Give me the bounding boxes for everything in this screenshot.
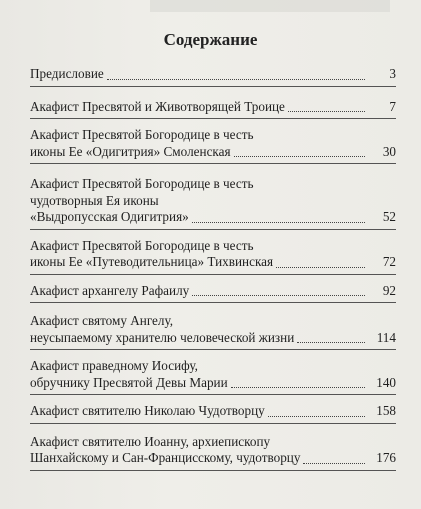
leader-dots [234,156,365,157]
toc-entry [30,350,396,394]
toc-entry [30,424,396,470]
leader-dots [107,79,365,80]
toc-page-number: 158 [376,403,396,418]
leader-dots [192,222,365,223]
toc-entry-title-line: Шанхайскому и Сан-Францисскому, чудотворцу [30,450,301,465]
toc-entry [30,119,396,163]
toc-page-number: 72 [382,254,396,269]
leader-dots [276,267,365,268]
show-through-header [150,0,390,12]
leader-dots [268,416,365,417]
page-title: Содержание [163,30,258,49]
leader-dots [231,387,365,388]
leader-dots [303,463,365,464]
toc-page-number: 176 [376,450,396,465]
toc-page-number: 140 [376,374,396,390]
toc-entry-title-line: Акафист Пресвятой Богородице в честь [30,176,254,191]
toc-entry-title-line: Акафист Пресвятой Богородице в честь [30,237,254,253]
toc-entry-title-line: неусыпаемому хранителю человеческой жизни [30,329,295,345]
leader-dots [288,111,365,112]
toc-entry [30,395,396,423]
toc-entry-title-line: иконы Ее «Путеводительница» Тихвинская [30,254,274,269]
toc-page-number: 7 [389,98,396,114]
toc-entry [30,303,396,349]
toc-page-number: 52 [382,209,396,224]
toc-page-number: 92 [382,282,396,298]
table-of-contents [30,66,396,471]
toc-entry [30,230,396,274]
toc-entry-title-line: обручнику Пресвятой Девы Марии [30,374,228,390]
toc-entry [30,164,396,229]
leader-dots [297,342,365,343]
toc-entry-title-line: «Выдропусская Одигитрия» [30,209,189,224]
toc-entry-title-line: Акафист Пресвятой и Животворящей Троице [30,98,285,114]
toc-entry-title-line: чудотворныя Ея иконы [30,192,159,208]
toc-entry-title-line: Акафист святому Ангелу, [30,313,174,328]
toc-entry-title-line: Предисловие [30,66,104,81]
toc-entry-title-line: Акафист Пресвятой Богородице в честь [30,127,254,142]
toc-entry [30,275,396,303]
toc-entry [30,66,396,86]
toc-page-number: 30 [382,143,396,159]
toc-entry-title-line: Акафист святителю Николаю Чудотворцу [30,403,265,418]
toc-entry-title-line: Акафист праведному Иосифу, [30,358,198,373]
toc-entry-title-line: иконы Ее «Одигитрия» Смоленская [30,143,231,159]
leader-dots [192,295,365,296]
toc-entry [30,87,396,119]
toc-entry-title-line: Акафист архангелу Рафаилу [30,282,190,298]
divider-line [30,470,396,471]
toc-page-number: 3 [389,66,396,81]
toc-page-number: 114 [376,329,396,345]
toc-entry-title-line: Акафист святителю Иоанну, архиепископу [30,433,271,449]
